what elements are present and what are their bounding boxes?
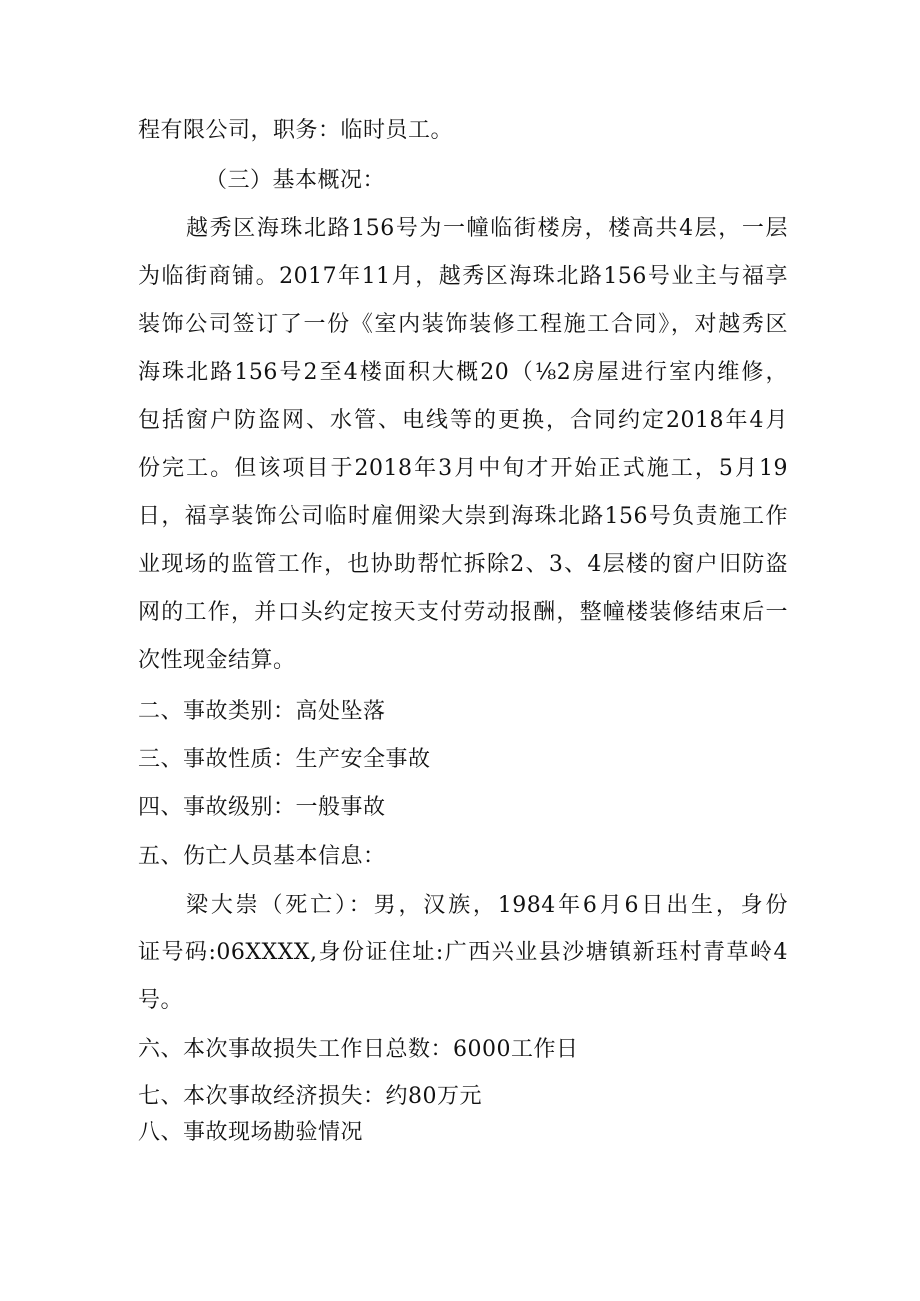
paragraph-continuation: 程有限公司，职务：临时员工。 [138, 118, 454, 143]
overview-line-4: 海珠北路156号2至4楼面积大概20（⅛2房屋进行室内维修， [138, 360, 788, 385]
lost-workdays: 六、本次事故损失工作日总数：6000工作日 [138, 1037, 579, 1062]
accident-category: 二、事故类别：高处坠落 [138, 699, 386, 724]
casualty-info-heading: 五、伤亡人员基本信息： [138, 844, 386, 869]
overview-line-7: 日，福享装饰公司临时雇佣梁大崇到海珠北路156号负责施工作 [138, 504, 788, 529]
overview-line-10: 次性现金结算。 [138, 648, 296, 673]
overview-line-2: 为临街商铺。2017年11月，越秀区海珠北路156号业主与福享 [138, 264, 788, 289]
casualty-line-2: 证号码:06XXXX,身份证住址:广西兴业县沙塘镇新珏村青草岭4 [138, 940, 788, 965]
overview-line-6: 份完工。但该项目于2018年3月中旬才开始正式施工，5月19 [138, 456, 788, 481]
section-heading-basic-overview: （三）基本概况： [205, 168, 386, 193]
overview-line-1: 越秀区海珠北路156号为一幢临街楼房，楼高共4层，一层 [186, 216, 788, 241]
overview-line-5: 包括窗户防盗网、水管、电线等的更换，合同约定2018年4月 [138, 408, 788, 433]
overview-line-3: 装饰公司签订了一份《室内装饰装修工程施工合同》，对越秀区 [138, 312, 788, 337]
overview-line-8: 业现场的监管工作，也协助帮忙拆除2、3、4层楼的窗户旧防盗 [138, 552, 788, 577]
casualty-line-3: 号。 [138, 988, 184, 1013]
casualty-line-1: 梁大崇（死亡）：男，汉族，1984年6月6日出生，身份 [186, 893, 788, 918]
economic-loss: 七、本次事故经济损失：约80万元 [138, 1084, 482, 1109]
overview-line-9: 网的工作，并口头约定按天支付劳动报酬，整幢楼装修结束后一 [138, 600, 788, 625]
site-investigation-heading: 八、事故现场勘验情况 [138, 1120, 364, 1145]
accident-nature: 三、事故性质：生产安全事故 [138, 747, 431, 772]
accident-level: 四、事故级别：一般事故 [138, 795, 386, 820]
